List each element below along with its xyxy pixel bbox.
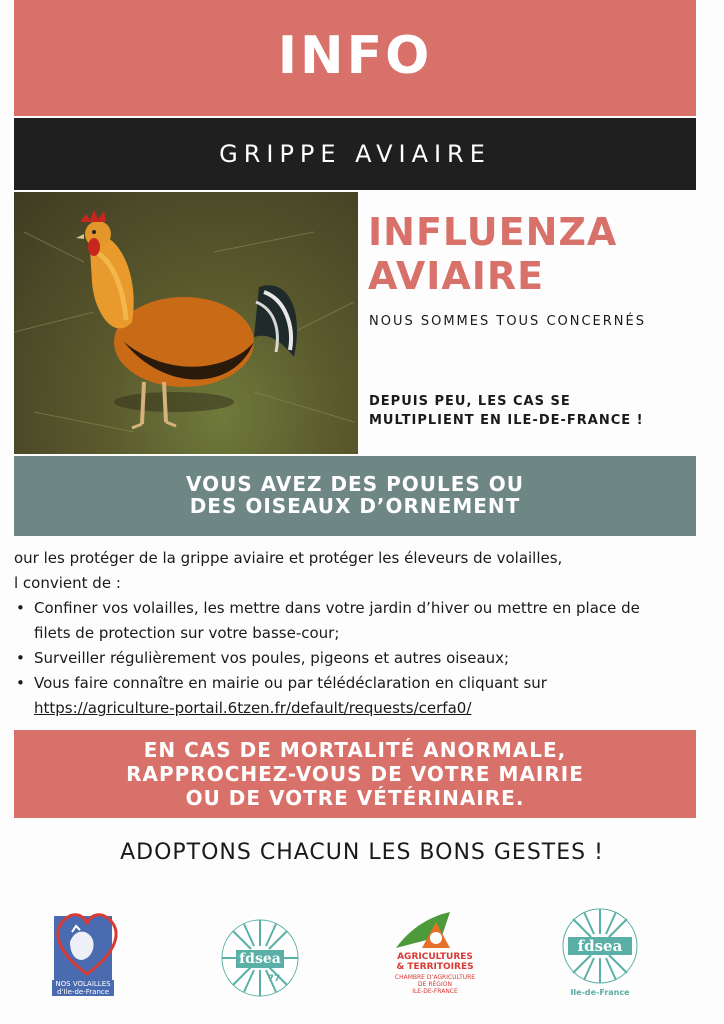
agricultures-territoires-logo: [392, 906, 478, 1002]
list-item: [34, 646, 714, 671]
fdsea-idf-logo: [558, 906, 642, 1002]
poules-banner: [14, 456, 696, 536]
advice-text: [14, 546, 714, 721]
influenza-title-line2: AVIAIRE: [368, 254, 545, 298]
advice-item-2-line1: • Surveiller régulièrement vos poules, pigeons et autres oiseaux;: [34, 649, 510, 667]
info-heading: INFO: [277, 26, 433, 86]
teledeclaration-link[interactable]: https://agriculture-portail.6tzen.fr/default/requests/cerfa0/: [34, 699, 472, 717]
rooster-illustration: [14, 192, 358, 454]
gripe-aviaire-heading: GRIPPE AVIAIRE: [219, 140, 491, 168]
agricultures-text: [392, 952, 478, 972]
chambre-agriculture-text: [392, 974, 478, 995]
poules-banner-line1: VOUS AVEZ DES POULES OU: [185, 472, 524, 496]
heart-rooster-icon: [52, 902, 122, 982]
fdsea-idf-region: Ile-de-France: [570, 988, 630, 997]
mortalite-line2: RAPPROCHEZ-VOUS DE VOTRE MAIRIE: [126, 762, 584, 786]
info-banner: [14, 0, 696, 116]
cases-notice: [369, 392, 699, 430]
list-item: [34, 671, 714, 721]
agricultures-line1: AGRICULTURES: [397, 952, 473, 962]
fdsea-77-logo: [218, 916, 302, 1000]
agricultures-line2: & TERRITOIRES: [396, 962, 474, 972]
chambre-line2: DE RÉGION: [418, 981, 452, 988]
rooster-photo: [14, 192, 358, 454]
nos-volailles-logo: [52, 902, 122, 1002]
influenza-title: [368, 210, 698, 298]
poules-banner-line2: DES OISEAUX D’ORNEMENT: [189, 494, 521, 518]
influenza-title-line1: INFLUENZA: [368, 210, 618, 254]
cases-notice-line1: DEPUIS PEU, LES CAS SE: [369, 394, 571, 409]
fdsea-idf-name: fdsea: [577, 937, 623, 955]
advice-intro-line2: l convient de :: [14, 574, 121, 592]
advice-intro-line1: our les protéger de la grippe aviaire et protéger les éleveurs de volailles,: [14, 549, 563, 567]
cases-notice-line2: MULTIPLIENT EN ILE-DE-FRANCE !: [369, 413, 644, 428]
chambre-agriculture-emblem: [392, 906, 478, 952]
subtitle: NOUS SOMMES TOUS CONCERNÉS: [369, 314, 646, 329]
mortalite-line1: EN CAS DE MORTALITÉ ANORMALE,: [143, 738, 567, 762]
nos-volailles-line2: d’Ile-de-France: [56, 988, 110, 996]
advice-item-1-line1: • Confiner vos volailles, les mettre dans votre jardin d’hiver ou mettre en place de: [34, 599, 640, 617]
chambre-line1: CHAMBRE D’AGRICULTURE: [394, 974, 476, 981]
mortalite-banner: [14, 730, 696, 818]
fdsea-77-name: fdsea: [239, 951, 281, 967]
mortalite-line3: OU DE VOTRE VÉTÉRINAIRE.: [185, 786, 525, 810]
fdsea-77-number: 77: [267, 974, 281, 984]
list-item: [34, 596, 714, 646]
advice-item-1-line2: filets de protection sur votre basse-cour;: [34, 624, 340, 642]
advice-list: [14, 596, 714, 721]
chambre-line3: ILE-DE-FRANCE: [412, 988, 458, 995]
gripe-aviaire-banner: [14, 118, 696, 190]
nos-volailles-text: [52, 980, 114, 996]
bons-gestes-slogan: ADOPTONS CHACUN LES BONS GESTES !: [120, 840, 604, 865]
nos-volailles-line1: NOS VOLAILLES: [55, 980, 111, 988]
advice-item-3-line1: • Vous faire connaître en mairie ou par télédéclaration en cliquant sur: [34, 674, 547, 692]
